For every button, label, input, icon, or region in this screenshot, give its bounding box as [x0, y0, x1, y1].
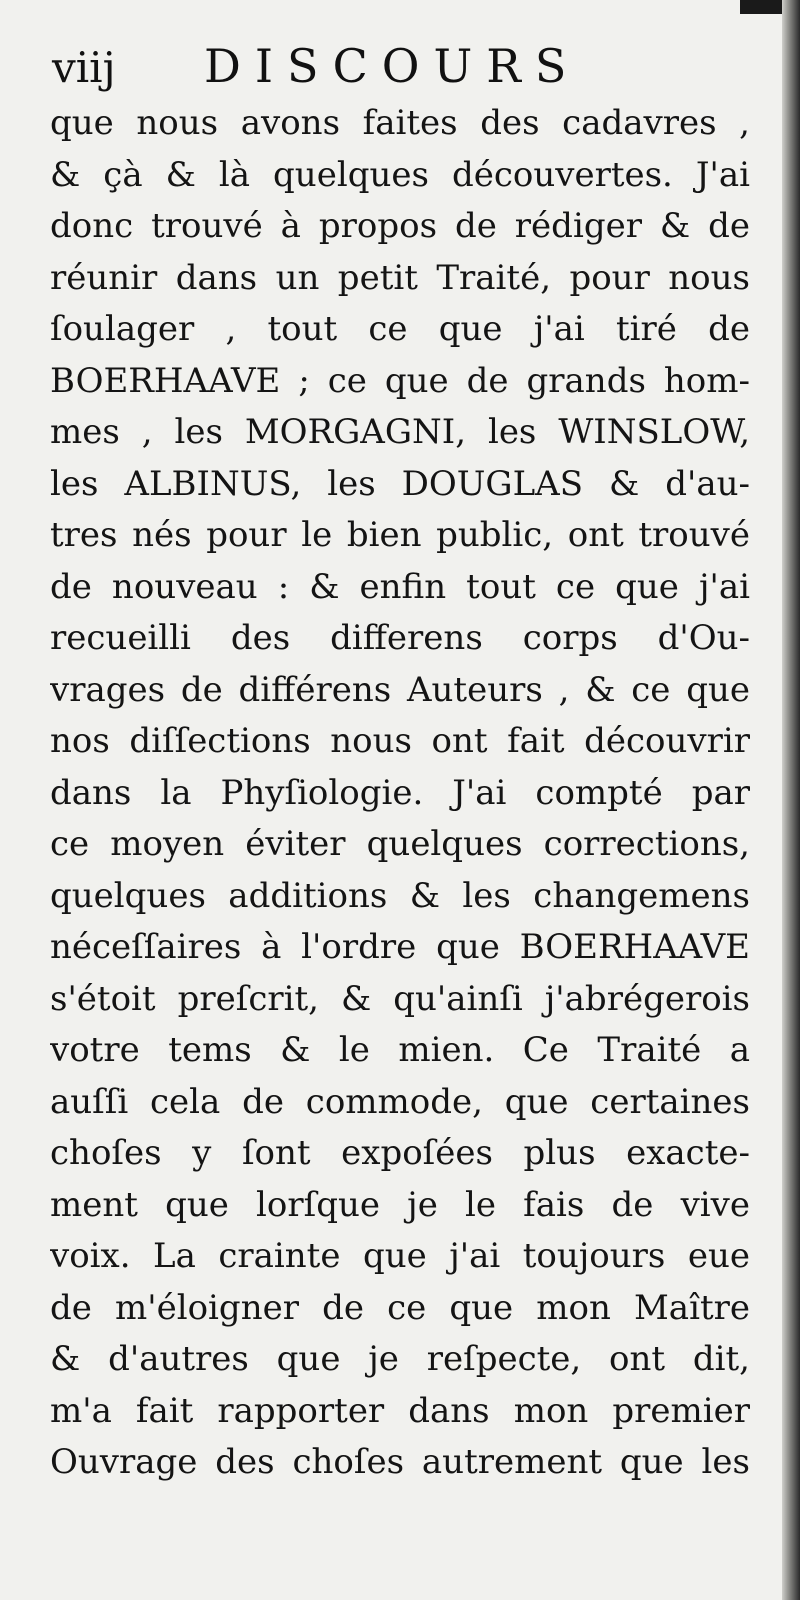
body-text — [50, 98, 750, 1489]
text-line: & çà & là quelques découvertes. J'ai — [50, 154, 750, 195]
text-line: voix. La crainte que j'ai toujours eue — [50, 1236, 750, 1276]
running-head: DISCOURS — [204, 39, 581, 93]
text-line: m'a fait rapporter dans mon premier — [50, 1390, 750, 1431]
text-line: donc trouvé à propos de rédiger & de — [50, 206, 750, 246]
text-line: de m'éloigner de ce que mon Maître — [50, 1287, 750, 1328]
text-line: dans la Phyſiologie. J'ai compté par — [50, 772, 750, 813]
text-line: BOERHAAVE ; ce que de grands hom- — [50, 360, 750, 401]
text-line: ment que lorſque je le fais de vive — [50, 1184, 750, 1225]
text-line: ſoulager , tout ce que j'ai tiré de — [50, 309, 750, 349]
text-line: quelques additions & les changemens — [50, 875, 750, 916]
text-line: votre tems & le mien. Ce Traité a — [50, 1030, 750, 1070]
text-line: mes , les MORGAGNI, les WINSLOW, — [50, 412, 750, 452]
binding-edge — [782, 0, 800, 1600]
text-line: choſes y ſont expoſées plus exacte- — [50, 1133, 750, 1173]
text-line: s'étoit preſcrit, & qu'ainſi j'abrégerois — [50, 978, 750, 1019]
text-line: auſſi cela de commode, que certaines — [50, 1081, 750, 1122]
text-line: que nous avons faites des cadavres , — [50, 103, 750, 143]
page-number: viij — [52, 43, 116, 92]
text-line: réunir dans un petit Traité, pour nous — [50, 257, 750, 298]
page-header — [52, 38, 752, 100]
text-line: néceſſaires à l'ordre que BOERHAAVE — [50, 927, 750, 967]
text-line: les ALBINUS, les DOUGLAS & d'au- — [50, 463, 750, 504]
text-line: ce moyen éviter quelques corrections, — [50, 824, 750, 864]
text-line: Ouvrage des choſes autrement que les — [50, 1442, 750, 1482]
text-line: nos diſſections nous ont fait découvrir — [50, 721, 750, 761]
text-line: tres nés pour le bien public, ont trouvé — [50, 515, 750, 555]
text-line: & d'autres que je reſpecte, ont dit, — [50, 1339, 750, 1379]
text-line: recueilli des differens corps d'Ou- — [50, 618, 750, 658]
text-line: vrages de différens Auteurs , & ce que — [50, 669, 750, 710]
text-line: de nouveau : & enfin tout ce que j'ai — [50, 566, 750, 607]
